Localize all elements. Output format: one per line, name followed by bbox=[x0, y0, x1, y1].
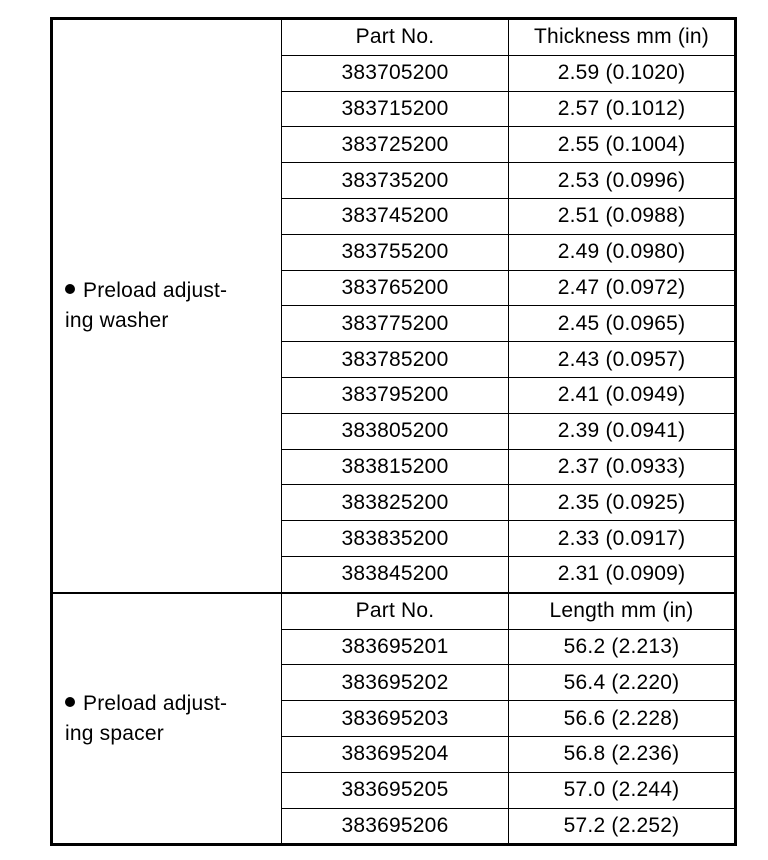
group-label-cell bbox=[52, 19, 282, 593]
value-cell: 56.2 (2.213) bbox=[509, 629, 736, 665]
part-no-cell: 383775200 bbox=[282, 306, 509, 342]
part-no-cell: 383765200 bbox=[282, 270, 509, 306]
part-no-cell: 383695202 bbox=[282, 665, 509, 701]
value-cell: 2.49 (0.0980) bbox=[509, 234, 736, 270]
part-no-cell: 383835200 bbox=[282, 521, 509, 557]
part-no-cell: 383695201 bbox=[282, 629, 509, 665]
value-cell: 2.33 (0.0917) bbox=[509, 521, 736, 557]
value-cell: 57.0 (2.244) bbox=[509, 772, 736, 808]
parts-spec-table bbox=[50, 17, 737, 846]
part-no-cell: 383755200 bbox=[282, 234, 509, 270]
part-no-cell: 383715200 bbox=[282, 91, 509, 127]
part-no-cell: 383805200 bbox=[282, 413, 509, 449]
group-header-row bbox=[52, 19, 736, 56]
value-cell: 2.31 (0.0909) bbox=[509, 556, 736, 592]
value-cell: 56.4 (2.220) bbox=[509, 665, 736, 701]
value-cell: 2.45 (0.0965) bbox=[509, 306, 736, 342]
value-cell: 2.35 (0.0925) bbox=[509, 485, 736, 521]
part-no-cell: 383745200 bbox=[282, 198, 509, 234]
part-no-cell: 383695204 bbox=[282, 736, 509, 772]
part-no-cell: 383725200 bbox=[282, 127, 509, 163]
part-no-cell: 383785200 bbox=[282, 342, 509, 378]
group-label: Preload adjust- ing spacer bbox=[65, 691, 228, 745]
part-no-cell: 383735200 bbox=[282, 163, 509, 199]
value-cell: 57.2 (2.252) bbox=[509, 808, 736, 845]
group-header-row bbox=[52, 593, 736, 629]
part-no-cell: 383695203 bbox=[282, 701, 509, 737]
part-no-cell: 383815200 bbox=[282, 449, 509, 485]
value-cell: 2.41 (0.0949) bbox=[509, 377, 736, 413]
value-cell: 56.8 (2.236) bbox=[509, 736, 736, 772]
value-cell: 2.53 (0.0996) bbox=[509, 163, 736, 199]
part-no-header: Part No. bbox=[282, 593, 509, 629]
part-no-cell: 383795200 bbox=[282, 377, 509, 413]
value-header: Thickness mm (in) bbox=[509, 19, 736, 56]
part-no-cell: 383825200 bbox=[282, 485, 509, 521]
value-cell: 2.39 (0.0941) bbox=[509, 413, 736, 449]
value-cell: 2.55 (0.1004) bbox=[509, 127, 736, 163]
group-label: Preload adjust- ing washer bbox=[65, 278, 228, 332]
bullet-icon bbox=[65, 697, 75, 707]
value-cell: 2.57 (0.1012) bbox=[509, 91, 736, 127]
value-header: Length mm (in) bbox=[509, 593, 736, 629]
part-no-cell: 383845200 bbox=[282, 556, 509, 592]
table-body bbox=[52, 19, 736, 845]
value-cell: 2.59 (0.1020) bbox=[509, 55, 736, 91]
part-no-cell: 383695206 bbox=[282, 808, 509, 845]
value-cell: 2.51 (0.0988) bbox=[509, 198, 736, 234]
part-no-cell: 383695205 bbox=[282, 772, 509, 808]
value-cell: 2.43 (0.0957) bbox=[509, 342, 736, 378]
part-no-cell: 383705200 bbox=[282, 55, 509, 91]
value-cell: 2.37 (0.0933) bbox=[509, 449, 736, 485]
group-label-cell bbox=[52, 593, 282, 845]
value-cell: 56.6 (2.228) bbox=[509, 701, 736, 737]
value-cell: 2.47 (0.0972) bbox=[509, 270, 736, 306]
part-no-header: Part No. bbox=[282, 19, 509, 56]
bullet-icon bbox=[65, 284, 75, 294]
